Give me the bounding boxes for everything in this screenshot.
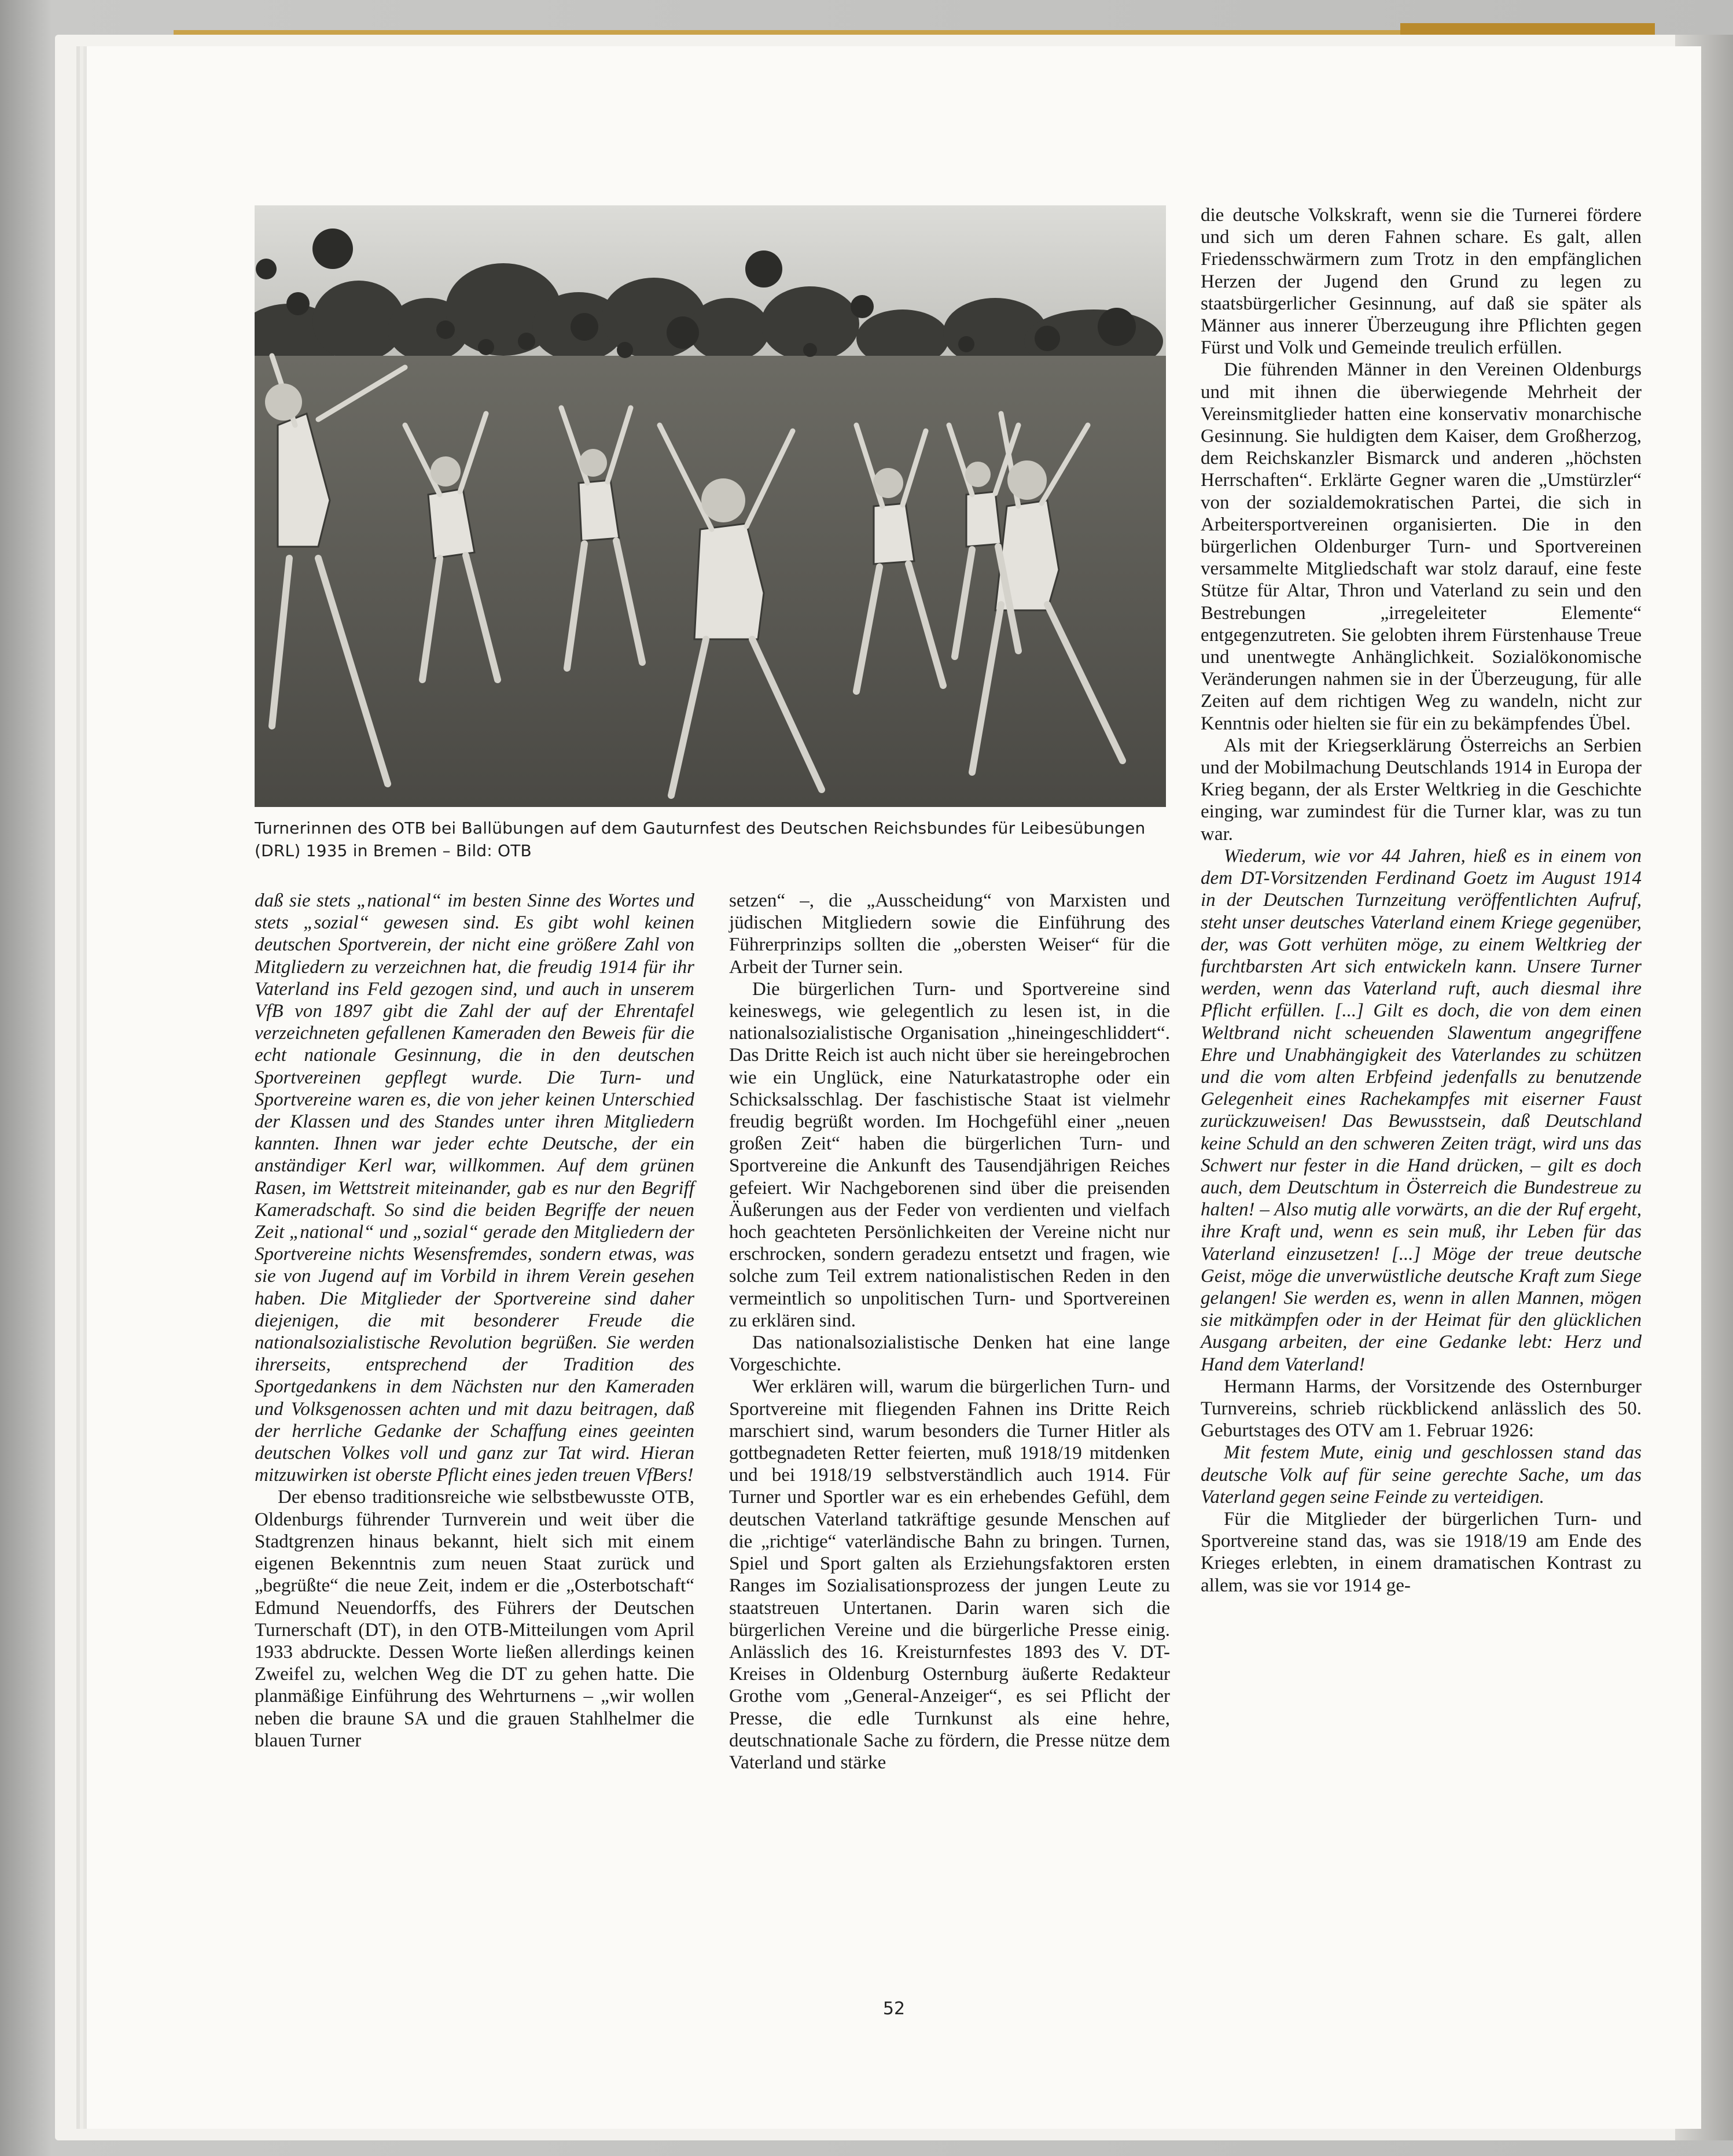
- quote-paragraph: Wiederum, wie vor 44 Jahren, hieß es in einem von dem DT-Vorsitzenden Ferdinand Goetz im August 1914 in der Deutschen Turnzeitung veröffentlichten Aufruf, steht unser deutsches Vaterland einem Kriege gegenüber, der, was Gott verhüten möge, zu einem Weltkrieg der furchtbarsten Art sich entwickeln kann. Unsere Turner werden, wenn das Vaterland ruft, auch diesmal ihre Pflicht erfüllen. [...] Gilt es doch, die von dem einen Weltbrand nicht scheuenden Slawentum angegriffene Ehre und Unabhängigkeit des Vaterlandes zu schützen und die vom alten Erbfeind jedenfalls zu benutzende Gelegenheit eines Rachekampfes mit eiserner Faust zurückzuweisen! Das Bewusstsein, daß Deutschland keine Schuld an den schweren Zeiten trägt, wird uns das Schwert nur fester in die Hand drücken, – gilt es doch auch, dem Deutschtum in Österreich die Bundestreue zu halten! – Also mutig alle vorwärts, an die der Ruf ergeht, ihre Kraft und, wenn es sein muß, ihr Leben für das Vaterland einzusetzen! [...] Möge der treue deutsche Geist, möge die unverwüstliche deutsche Kraft zum Siege gelangen! Sie werden es, wenn in allen Mannen, mögen sie mitkämpfen oder in der Heimat für den glücklichen Ausgang arbeiten, der eine Gedanke lebt: Herz und Hand dem Vaterland!: [1201, 845, 1642, 1375]
- paragraph: Der ebenso traditionsreiche wie selbstbewusste OTB, Oldenburgs führender Turnverein und weit über die Stadtgrenzen hinaus bekannt, hielt sich mit einem eigenen Bekenntnis zum neuen Staat zurück und „begrüßte“ die neue Zeit, indem er die „Osterbotschaft“ Edmund Neuendorffs, des Führers der Deutschen Turnerschaft (DT), in den OTB-Mitteilungen vom April 1933 abdruckte. Dessen Worte ließen allerdings keinen Zweifel zu, welchen Weg die DT zu gehen hatte. Die planmäßige Einführung des Wehrturnens – „wir wollen neben die braune SA und die grauen Stahlhelmer die blauen Turner: [255, 1487, 694, 1751]
- page-number: 52: [882, 1999, 906, 2019]
- paragraph: Die führenden Männer in den Vereinen Oldenburgs und mit ihnen die überwiegende Mehrheit der Vereinsmitglieder hatten eine konservativ monarchische Gesinnung. Sie huldigten dem Kaiser, dem Großherzog, dem Reichskanzler Bismarck und anderen „höchsten Herrschaften“. Erklärte Gegner waren die „Umstürzler“ von der sozialdemokratischen Partei, die sich in Arbeitersportvereinen organisierten. Die in den bürgerlichen Oldenburger Turn- und Sportvereinen versammelte Mitgliedschaft war stolz darauf, eine feste Stütze für Altar, Thron und Vaterland zu sein und den Bestrebungen „irregeleiteter Elemente“ entgegenzutreten. Sie gelobten ihrem Fürstenhause Treue und unentwegte Anhänglichkeit. Sozialökonomische Veränderungen nahmen sie in der Überzeugung, für alle Zeiten auf dem richtigen Weg zu wandeln, nicht zur Kenntnis oder hielten sie für ein zu bekämpfendes Übel.: [1201, 359, 1642, 734]
- photo-caption: Turnerinnen des OTB bei Ballübungen auf dem Gauturnfest des Deutschen Reichsbundes für Leibesübungen (DRL) 1935 in Bremen – Bild: OTB: [255, 819, 1146, 860]
- photo-gymnasts-ball-exercise: [255, 205, 1166, 807]
- paragraph: daß sie stets „national“ im besten Sinne des Wortes und stets „sozial“ gewesen sind. Es gibt wohl keinen deutschen Sportverein, der nicht eine größere Zahl von Mitgliedern zu verzeichnen hat, die freudig 1914 für ihr Vaterland ins Feld gezogen sind, und auch in unserem VfB von 1897 gibt die Zahl der auf der Ehrentafel verzeichneten gefallenen Kameraden den Beweis für die echt nationale Gesinnung, die in den deutschen Sportvereinen gepflegt wurde. Die Turn- und Sportvereine waren es, die von jeher keinen Unterschied der Klassen und des Standes unter ihren Mitgliedern kannten. Ihnen war jeder echte Deutsche, der ein anständiger Kerl war, willkommen. Auf dem grünen Rasen, im Wettstreit miteinander, gab es nur den Begriff Kameradschaft. So sind die beiden Begriffe der neuen Zeit „national“ und „sozial“ gerade den Mitgliedern der Sportvereine nichts Wesensfremdes, sondern etwas, was sie von Jugend auf im Vorbild in ihrem Verein gesehen haben. Die Mitglieder der Sportvereine sind daher diejenigen, die mit besonderer Freude die nationalsozialistische Revolution begrüßen. Sie werden ihrerseits, entsprechend der Tradition des Sportgedankens in dem Nächsten nur den Kameraden und Volksgenossen achten und mit dazu beitragen, daß der herrliche Gedanke der Schaffung eines geeinten deutschen Volkes voll und ganz zur Tat wird. Hieran mitzuwirken ist oberste Pflicht eines jeden treuen VfBers!: [255, 890, 694, 1486]
- paragraph: Das nationalsozialistische Denken hat eine lange Vorgeschichte.: [729, 1332, 1170, 1376]
- paragraph: die deutsche Volkskraft, wenn sie die Turnerei fördere und sich um deren Fahnen schare. Es galt, allen Friedensschwärmern zum Trotz in den empfänglichen Herzen der Jugend den Grund zu legen zu staatsbürgerlicher Gesinnung, auf daß sie später als Männer aus innerer Überzeugung ihre Pflichten gegen Fürst und Volk und Gemeinde treulich erfüllen.: [1201, 205, 1642, 359]
- text-column-3: [1201, 204, 1642, 1597]
- paragraph: Die bürgerlichen Turn- und Sportvereine sind keineswegs, wie gelegentlich zu lesen ist, in die nationalsozialistische Organisation „hineingeschliddert“. Das Dritte Reich ist auch nicht über sie hereingebrochen wie ein Unglück, eine Naturkatastrophe oder ein Schicksalsschlag. Der faschistische Staat ist vielmehr freudig begrüßt worden. Im Hochgefühl einer „neuen großen Zeit“ haben die bürgerlichen Turn- und Sportvereine die Ankunft des Tausendjährigen Reiches gefeiert. Wir Nachgeborenen sind über die preisenden Äußerungen aus der Feder von verdienten und vielfach hoch geachteten Persönlichkeiten der Vereine nicht nur erschrocken, sondern geradezu entsetzt und fragen, wie solche zum Teil extrem nationalistischen Reden in den vermeintlich so unpolitischen Turn- und Sportvereinen zu erklären sind.: [729, 978, 1170, 1331]
- photo-illustration: [255, 205, 1166, 807]
- text-column-1: [255, 890, 694, 1752]
- paragraph: Als mit der Kriegserklärung Österreichs an Serbien und der Mobilmachung Deutschlands 1914 in Europa der Krieg begann, der als Erster Weltkrieg in die Geschichte einging, war zumindest für die Turner klar, was zu tun war.: [1201, 735, 1642, 845]
- paragraph: Hermann Harms, der Vorsitzende des Osternburger Turnvereins, schrieb rückblickend anlässlich des 50. Geburtstages des OTV am 1. Februar 1926:: [1201, 1376, 1642, 1442]
- paragraph: Für die Mitglieder der bürgerlichen Turn- und Sportvereine stand das, was sie 1918/19 am Ende des Krieges erlebten, in einem dramatischen Kontrast zu allem, was sie vor 1914 ge-: [1201, 1508, 1642, 1596]
- quote-paragraph: Mit festem Mute, einig und geschlossen stand das deutsche Volk auf für seine gerechte Sache, um das Vaterland gegen seine Feinde zu verteidigen.: [1201, 1442, 1642, 1508]
- paragraph: setzen“ –, die „Ausscheidung“ von Marxisten und jüdischen Mitgliedern sowie die Einführung des Führerprinzips sollten die „obersten Weiser“ für die Arbeit der Turner sein.: [729, 890, 1170, 978]
- text-column-2: [729, 890, 1170, 1774]
- paragraph: Wer erklären will, warum die bürgerlichen Turn- und Sportvereine mit fliegenden Fahnen ins Dritte Reich marschiert sind, warum besonders die Turner Hitler als gottbegnadeten Retter feierten, muß 1918/19 mitdenken und bei 1918/19 selbstverständlich auch 1914. Für Turner und Sportler war es ein erhebendes Gefühl, dem deutschen Vaterland tatkräftige gesunde Menschen auf die „richtige“ vaterländische Bahn zu bringen. Turnen, Spiel und Sport galten als Erziehungsfaktoren ersten Ranges im Sozialisationsprozess der jungen Leute zu staatstreuen Untertanen. Darin waren sich die bürgerlichen Vereine und die bürgerliche Presse einig. Anlässlich des 16. Kreisturnfestes 1893 des V. DT-Kreises in Oldenburg Osternburg äußerte Redakteur Grothe vom „General-Anzeiger“, es sei Pflicht der Presse, die edle Turnkunst als eine hehre, deutschnationale Sache zu fördern, die Presse nütze dem Vaterland und stärke: [729, 1376, 1170, 1773]
